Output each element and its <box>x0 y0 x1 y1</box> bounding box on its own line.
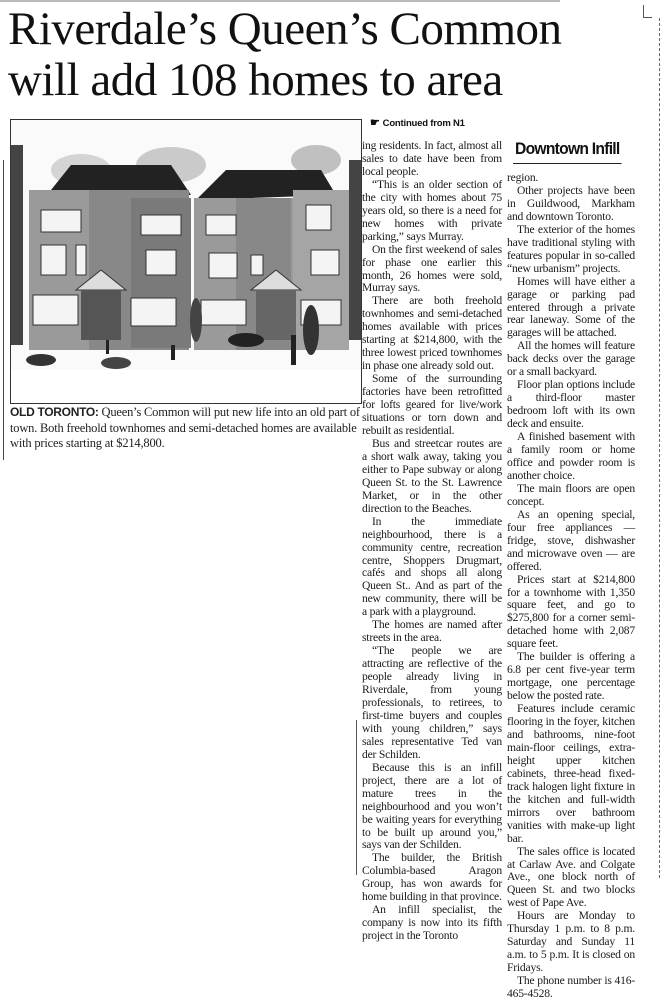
paragraph: Some of the surrounding factories have been retrofitted for lofts geared for live/work situations or torn down and rebuilt as residential. <box>362 372 502 437</box>
paragraph: Homes will have either a garage or parking pad entered through a private rear laneway. Some of the garages will be attached. <box>507 274 635 340</box>
caption-text: Queen’s Common will put new life into an old part of town. Both freehold townhomes and semi-detached homes are available with prices starting at $214,800. <box>10 405 360 450</box>
left-rule <box>3 160 4 460</box>
paragraph: The homes are named after streets in the area. <box>362 618 502 645</box>
top-rule <box>0 0 560 2</box>
headline-line-1: Riverdale’s Queen’s Common <box>8 3 562 55</box>
paragraph: Other projects have been in Guildwood, Markham and downtown Toronto. <box>507 183 635 223</box>
paragraph: region. <box>507 171 539 184</box>
paragraph: Features include ceramic flooring in the foyer, kitchen and bathrooms, nine-foot main-floor ceilings, extra-height upper kitchen cabinets, three-head fixed-track halogen light fixture in the kitchen and full-width mirrors over bathroom vanities with make-up light bar. <box>507 702 635 845</box>
paragraph: On the first weekend of sales for phase one earlier this month, 26 homes were sold, Murray says. <box>362 242 502 295</box>
paragraph: The phone number is 416-465-4528. <box>507 974 635 1001</box>
paragraph: The builder is offering a 6.8 per cent five-year term mortgage, one percentage below the posted rate. <box>507 650 635 703</box>
paragraph: The sales office is located at Carlaw Ave. and Colgate Ave., one block north of Queen St. and two blocks west of Pape Ave. <box>507 844 635 910</box>
article-column-1 <box>362 140 502 943</box>
paragraph: ing residents. In fact, almost all sales to date have been from local people. <box>362 139 502 178</box>
continued-from-n1 <box>370 116 465 129</box>
townhomes-illustration <box>10 119 362 404</box>
paragraph: The builder, the British Columbia-based Aragon Group, has won awards for home building in that province. <box>362 851 502 904</box>
headline-line-2: will add 108 homes to area <box>8 54 503 106</box>
continued-label: Continued from N1 <box>382 118 465 129</box>
paragraph: A finished basement with a family room or home office and powder room is another choice. <box>507 430 635 482</box>
crop-mark <box>643 5 652 18</box>
paragraph: Bus and streetcar routes are a short walk away, taking you either to Pape subway or along Queen St. to the St. Lawrence Market, or in the other direction to the Beaches. <box>362 436 502 515</box>
headline <box>8 4 608 106</box>
pointing-hand-icon: ☛ <box>370 117 380 129</box>
column-dashed-rule <box>659 18 660 878</box>
paragraph: “The people we are attracting are reflective of the people already living in Riverdale, from young professionals, to retirees, to first-time buyers and couples with young children,” says sales representative Ted van der Schilden. <box>362 644 502 761</box>
townhomes-drawing <box>11 120 361 403</box>
paragraph: The exterior of the homes have traditional styling with features popular in so-called “new urbanism” projects. <box>507 222 635 275</box>
caption-lead: OLD TORONTO: <box>10 405 99 419</box>
article-column-2 <box>507 172 635 1001</box>
paragraph: Floor plan options include a third-floor master bedroom loft with its own deck and ensuite. <box>507 378 635 431</box>
paragraph: Hours are Monday to Thursday 1 p.m. to 8 p.m. Saturday and Sunday 11 a.m. to 5 p.m. It is closed on Fridays. <box>507 909 635 975</box>
column-rule <box>356 720 357 875</box>
section-heading: Downtown Infill <box>513 139 622 164</box>
paragraph: Because this is an infill project, there are a lot of mature trees in the neighbourhood and you won’t be waiting years for everything to be built up around you,” says van der Schilden. <box>362 760 502 852</box>
paragraph: The main floors are open concept. <box>507 481 635 508</box>
paragraph: All the homes will feature back decks over the garage or a small backyard. <box>507 339 635 379</box>
paragraph: Prices start at $214,800 for a townhome with 1,350 square feet, and go to $275,800 for a corner semi-detached home with 2,087 square feet. <box>507 572 635 651</box>
paragraph: An infill specialist, the company is now into its fifth project in the Toronto <box>362 903 502 943</box>
paragraph: In the immediate neighbourhood, there is a community centre, recreation centre, Shoppers Drugmart, cafés and shops all along Queen St.. And as part of the new community, there will be a park with a playground. <box>362 514 502 619</box>
paragraph: “This is an older section of the city with homes about 75 years old, so there is a need for new homes with private parking,” says Murray. <box>362 177 502 243</box>
photo-caption <box>10 405 360 452</box>
paragraph: There are both freehold townhomes and semi-detached homes available with prices starting at $214,800, with the three lowest priced townhomes in phase one already sold out. <box>362 294 502 373</box>
paragraph: As an opening special, four free appliances — fridge, stove, dishwasher and microwave oven — are offered. <box>507 507 635 573</box>
